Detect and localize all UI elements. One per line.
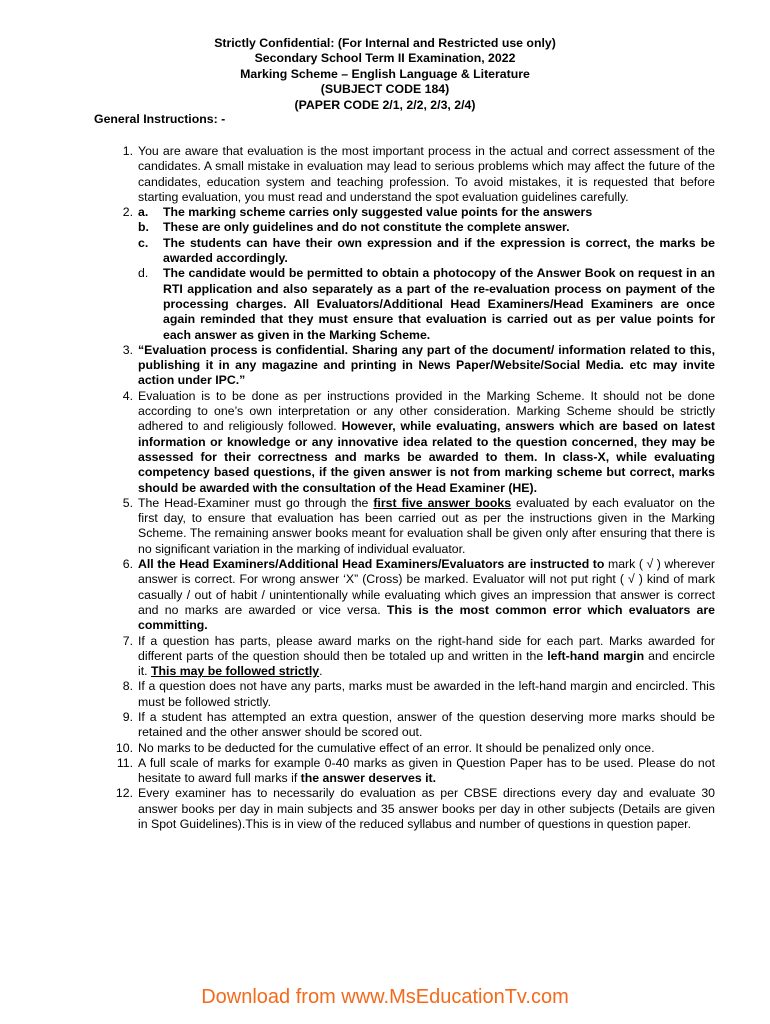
sub-item: c. The students can have their own expression and if the expression is correct, the marks be awarded accordingly. [138, 235, 715, 266]
list-item: 10. No marks to be deducted for the cumulative effect of an error. It should be penalized only once. [115, 740, 655, 755]
list-item: 6. All the Head Examiners/Additional Head Examiners/Evaluators are instructed to mark ( √ ) wherever answer is correct. For wrong answer ‘X” (Cross) be marked. Evaluator will not put right ( √ ) kind of mark casually / out of habit / unintentionally while evaluating which gives an impression that answer is correct and no marks are awarded or vice versa. This is the most common error which evaluators are committing. [122, 557, 715, 633]
marking-scheme-title: Marking Scheme – English Language & Literature [240, 66, 530, 81]
instructions-list [98, 144, 715, 832]
list-item: 3. “Evaluation process is confidential. Sharing any part of the document/ information related to this, publishing it in any magazine and printing in News Paper/Website/Social Media. etc may invite action under IPC.” [122, 342, 715, 388]
download-footer-link[interactable]: Download from www.MsEducationTv.com [201, 986, 569, 1008]
sub-item: d. The candidate would be permitted to obtain a photocopy of the Answer Book on request in an RTI application and also separately as a part of the re-evaluation process on payment of the processing charges. All Evaluators/Additional Head Examiners/Head Examiners are once again reminded that they must ensure that evaluation is carried out as per value points for each answer as given in the Marking Scheme. [138, 266, 715, 342]
document-header [0, 36, 770, 113]
list-item: 2. a. The marking scheme carries only suggested value points for the answers b. These are only guidelines and do not constitute the complete answer. c. The students can have their own expression and if the expression is correct, the marks be awarded accordingly. d. The candidate would be permitted to obtain a photocopy of the Answer Book on request in an RTI application and also separately as a part of the re-evaluation process on payment of the processing charges. All Evaluators/Additional Head Examiners/Head Examiners are once again reminded that they must ensure that evaluation is carried out as per value points for each answer as given in the Marking Scheme. [122, 205, 715, 342]
list-item: 12. Every examiner has to necessarily do evaluation as per CBSE directions every day and evaluate 30 answer books per day in main subjects and 35 answer books per day in other subjects (Details are given in Spot Guidelines).This is in view of the reduced syllabus and number of questions in question paper. [115, 786, 715, 832]
confidential-line: Strictly Confidential: (For Internal and Restricted use only) [214, 36, 556, 50]
sub-item: a. The marking scheme carries only suggested value points for the answers [138, 205, 593, 220]
list-item: 5. The Head-Examiner must go through the first five answer books evaluated by each evaluator on the first day, to ensure that evaluation has been carried out as per the instructions given in the Marking Scheme. The remaining answer books meant for evaluation shall be given only after ensuring that there is no significant variation in the marking of individual evaluator. [122, 495, 716, 556]
subject-code: (SUBJECT CODE 184) [320, 82, 450, 97]
list-item: 4. Evaluation is to be done as per instructions provided in the Marking Scheme. It should not be done according to one’s own interpretation or any other consideration. Marking Scheme should be strictly adhered to and religiously followed. However, while evaluating, answers which are based on latest information or knowledge or any innovative idea related to the question concerned, they may be assessed for their correctness and marks be awarded to them. In class-X, while evaluating competency based questions, if the given answer is not from marking scheme but correct, marks should be awarded with the consultation of the Head Examiner (HE). [122, 388, 716, 495]
sub-item: b. These are only guidelines and do not constitute the complete answer. [138, 220, 570, 235]
list-item: 1. You are aware that evaluation is the most important process in the actual and correct assessment of the candidates. A small mistake in evaluation may lead to serious problems which may affect the future of the candidates, education system and teaching profession. To avoid mistakes, it is requested that before starting evaluation, you must read and understand the spot evaluation guidelines carefully. [122, 144, 715, 204]
list-item: 11. A full scale of marks for example 0-40 marks as given in Question Paper has to be used. Please do not hesitate to award full marks if the answer deserves it. [116, 755, 715, 786]
list-item: 8. If a question does not have any parts, marks must be awarded in the left-hand margin and encircled. This must be followed strictly. [122, 679, 715, 709]
list-item: 7. If a question has parts, please award marks on the right-hand side for each part. Marks awarded for different parts of the question should then be totaled up and written in the left-hand margin and encircle it. This may be followed strictly. [122, 633, 716, 679]
paper-code: (PAPER CODE 2/1, 2/2, 2/3, 2/4) [294, 97, 476, 112]
list-item: 9. If a student has attempted an extra question, answer of the question deserving more marks should be retained and the other answer should be scored out. [122, 709, 715, 740]
exam-title: Secondary School Term II Examination, 2022 [254, 51, 516, 66]
general-instructions-heading: General Instructions: - [94, 112, 226, 126]
